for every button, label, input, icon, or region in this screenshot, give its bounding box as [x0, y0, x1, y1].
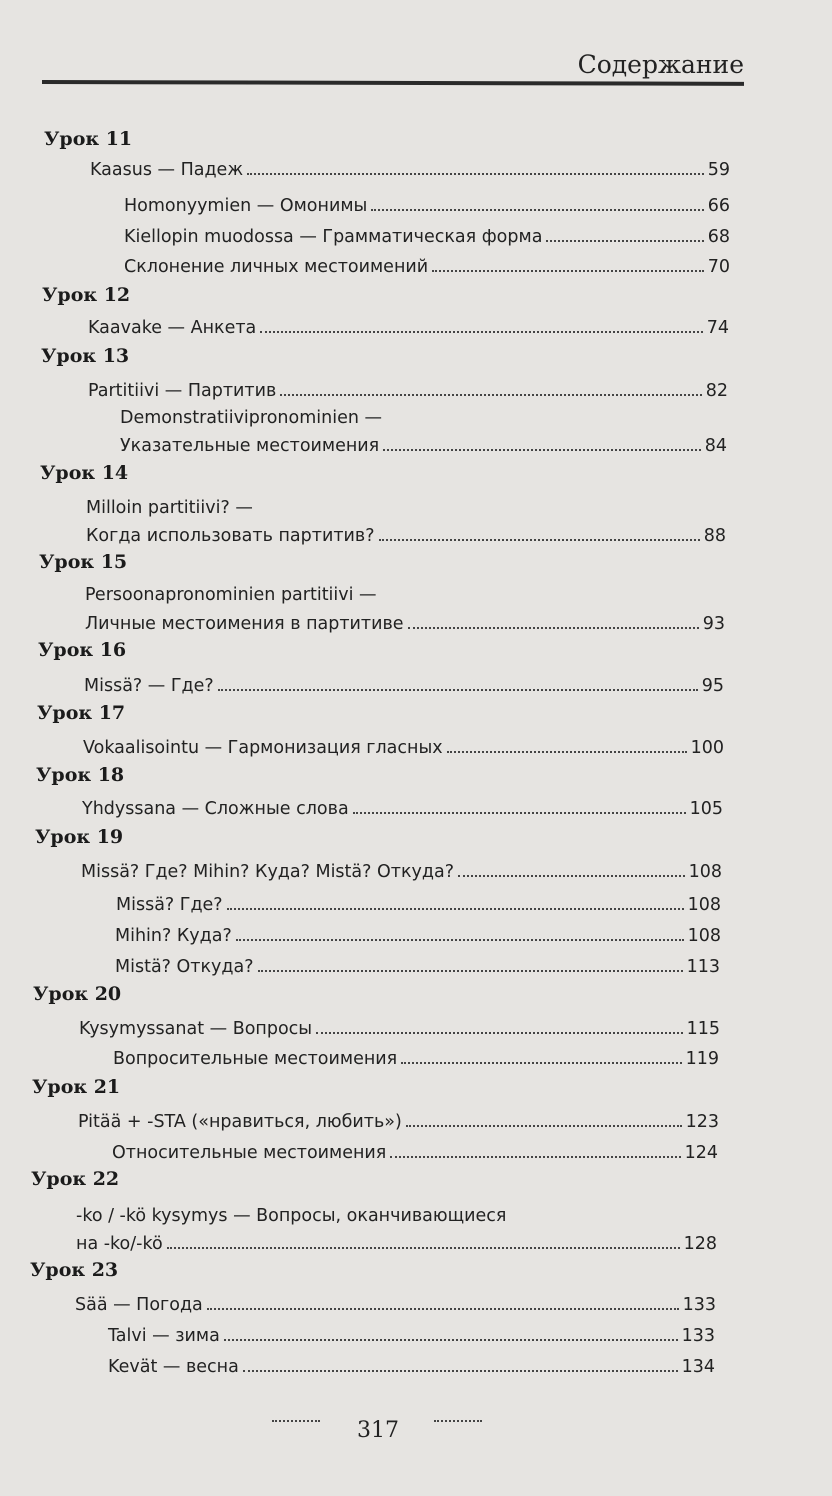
- dot-leader: [247, 173, 704, 175]
- dot-leader: [224, 1339, 678, 1341]
- lesson-heading: Урок 17: [37, 702, 126, 724]
- toc-entry: [116, 895, 721, 915]
- toc-entry: [82, 799, 723, 819]
- toc-entry-first-line: Persoonapronominien partitiivi —: [85, 585, 377, 605]
- toc-entry-page: 115: [686, 1019, 720, 1039]
- toc-entry-title: Talvi — зима: [108, 1326, 220, 1346]
- toc-entry-title: на -ko/-kö: [76, 1234, 163, 1254]
- toc-entry-page: 88: [703, 526, 726, 546]
- toc-entry-title: Pitää + -STA («нравиться, любить»): [78, 1112, 402, 1132]
- dot-leader: [406, 1125, 682, 1127]
- toc-entry-page: 66: [707, 196, 730, 216]
- toc-entry-page: 108: [687, 895, 721, 915]
- dot-leader: [243, 1370, 678, 1372]
- toc-entry: [124, 257, 730, 277]
- lesson-heading: Урок 19: [35, 826, 124, 848]
- dot-leader: [432, 270, 704, 272]
- toc-entry-title: Личные местоимения в партитиве: [85, 614, 404, 634]
- lesson-heading: Урок 12: [42, 284, 131, 306]
- page-number: 317: [357, 1418, 399, 1443]
- dot-leader: [227, 908, 684, 910]
- dot-leader: [218, 689, 698, 691]
- toc-entry: [75, 1295, 716, 1315]
- toc-entry: [120, 436, 727, 456]
- toc-entry-page: 59: [707, 160, 730, 180]
- toc-entry: [124, 227, 730, 247]
- toc-entry: [78, 1112, 719, 1132]
- toc-entry-title: Когда использовать партитив?: [86, 526, 375, 546]
- lesson-heading: Урок 23: [30, 1259, 119, 1281]
- toc-entry: [88, 318, 729, 338]
- toc-entry-title: Kaavake — Анкета: [88, 318, 257, 338]
- toc-entry-title: Yhdyssana — Сложные слова: [82, 799, 349, 819]
- dot-leader: [379, 539, 700, 541]
- toc-entry-page: 105: [689, 799, 723, 819]
- toc-entry: [113, 1049, 719, 1069]
- dot-leader: [383, 449, 701, 451]
- toc-entry-title: Kiellopin muodossa — Грамматическая форма: [124, 227, 543, 247]
- toc-entry-title: Kaasus — Падеж: [90, 160, 244, 180]
- toc-entry-title: Kysymyssanat — Вопросы: [79, 1019, 313, 1039]
- toc-entry: [88, 381, 728, 401]
- dot-leader: [236, 939, 684, 941]
- toc-entry-title: Homonyymien — Омонимы: [124, 196, 368, 216]
- toc-entry-title: Kevät — весна: [108, 1357, 239, 1377]
- dot-leader: [280, 394, 701, 396]
- dot-leader: [371, 209, 703, 211]
- toc-entry-title: Вопросительные местоимения: [113, 1049, 398, 1069]
- toc-entry: [85, 614, 725, 634]
- toc-entry-title: Sää — Погода: [75, 1295, 203, 1315]
- toc-entry-page: 134: [681, 1357, 715, 1377]
- toc-entry: [115, 926, 721, 946]
- toc-entry-page: 100: [690, 738, 724, 758]
- toc-entry-page: 124: [684, 1143, 718, 1163]
- toc-entry-first-line: Milloin partitiivi? —: [86, 498, 253, 518]
- toc-entry: [115, 957, 720, 977]
- lesson-heading: Урок 16: [38, 639, 127, 661]
- toc-entry-title: Относительные местоимения: [112, 1143, 387, 1163]
- dot-leader: [546, 240, 703, 242]
- toc-entry-page: 108: [688, 862, 722, 882]
- dot-leader: [353, 812, 686, 814]
- toc-entry-title: Missä? Где?: [116, 895, 223, 915]
- toc-entry-page: 128: [683, 1234, 717, 1254]
- toc-entry-page: 133: [681, 1326, 715, 1346]
- toc-entry-first-line: -ko / -kö kysymys — Вопросы, оканчивающиеся: [76, 1206, 507, 1226]
- dot-leader: [401, 1062, 681, 1064]
- toc-entry: [108, 1326, 715, 1346]
- toc-entry: [90, 160, 730, 180]
- toc-entry-title: Указательные местоимения: [120, 436, 380, 456]
- dot-leader: [390, 1156, 680, 1158]
- toc-entry-title: Склонение личных местоимений: [124, 257, 429, 277]
- lesson-heading: Урок 14: [40, 462, 129, 484]
- toc-entry-page: 93: [702, 614, 725, 634]
- dot-leader: [408, 627, 699, 629]
- toc-entry: [112, 1143, 718, 1163]
- toc-entry-page: 123: [685, 1112, 719, 1132]
- dot-leader: [260, 331, 702, 333]
- lesson-heading: Урок 13: [41, 345, 130, 367]
- toc-entry-title: Mihin? Куда?: [115, 926, 232, 946]
- toc-entry: [86, 526, 726, 546]
- toc-entry-page: 70: [707, 257, 730, 277]
- toc-entry-title: Mistä? Откуда?: [115, 957, 254, 977]
- toc-entry-page: 113: [686, 957, 720, 977]
- toc-entry-title: Missä? Где? Mihin? Куда? Mistä? Откуда?: [81, 862, 454, 882]
- toc-entry-title: Missä? — Где?: [84, 676, 214, 696]
- dot-leader: [207, 1308, 679, 1310]
- lesson-heading: Урок 11: [44, 128, 133, 150]
- toc-entry: [79, 1019, 720, 1039]
- dot-leader: [447, 751, 687, 753]
- dot-leader: [258, 970, 683, 972]
- toc-entry-title: Vokaalisointu — Гармонизация гласных: [83, 738, 443, 758]
- toc-entry: [81, 862, 722, 882]
- dot-leader: [316, 1032, 682, 1034]
- toc-entry: [76, 1234, 717, 1254]
- toc-entry: [84, 676, 724, 696]
- footer-dots-left: [272, 1420, 320, 1422]
- toc-entry-page: 108: [687, 926, 721, 946]
- toc-entry-page: 74: [706, 318, 729, 338]
- page-header-title: Содержание: [577, 50, 744, 79]
- lesson-heading: Урок 22: [31, 1168, 120, 1190]
- lesson-heading: Урок 21: [32, 1076, 121, 1098]
- lesson-heading: Урок 15: [39, 551, 128, 573]
- lesson-heading: Урок 20: [33, 983, 122, 1005]
- toc-entry-page: 82: [705, 381, 728, 401]
- toc-entry-page: 133: [682, 1295, 716, 1315]
- toc-entry-page: 95: [701, 676, 724, 696]
- toc-entry: [124, 196, 730, 216]
- toc-entry: [83, 738, 724, 758]
- dot-leader: [458, 875, 685, 877]
- toc-entry: [108, 1357, 715, 1377]
- lesson-heading: Урок 18: [36, 764, 125, 786]
- toc-entry-first-line: Demonstratiivipronominien —: [120, 408, 382, 428]
- footer-dots-right: [434, 1420, 482, 1422]
- toc-entry-page: 119: [685, 1049, 719, 1069]
- toc-entry-title: Partitiivi — Партитив: [88, 381, 277, 401]
- dot-leader: [167, 1247, 680, 1249]
- toc-entry-page: 84: [704, 436, 727, 456]
- toc-entry-page: 68: [707, 227, 730, 247]
